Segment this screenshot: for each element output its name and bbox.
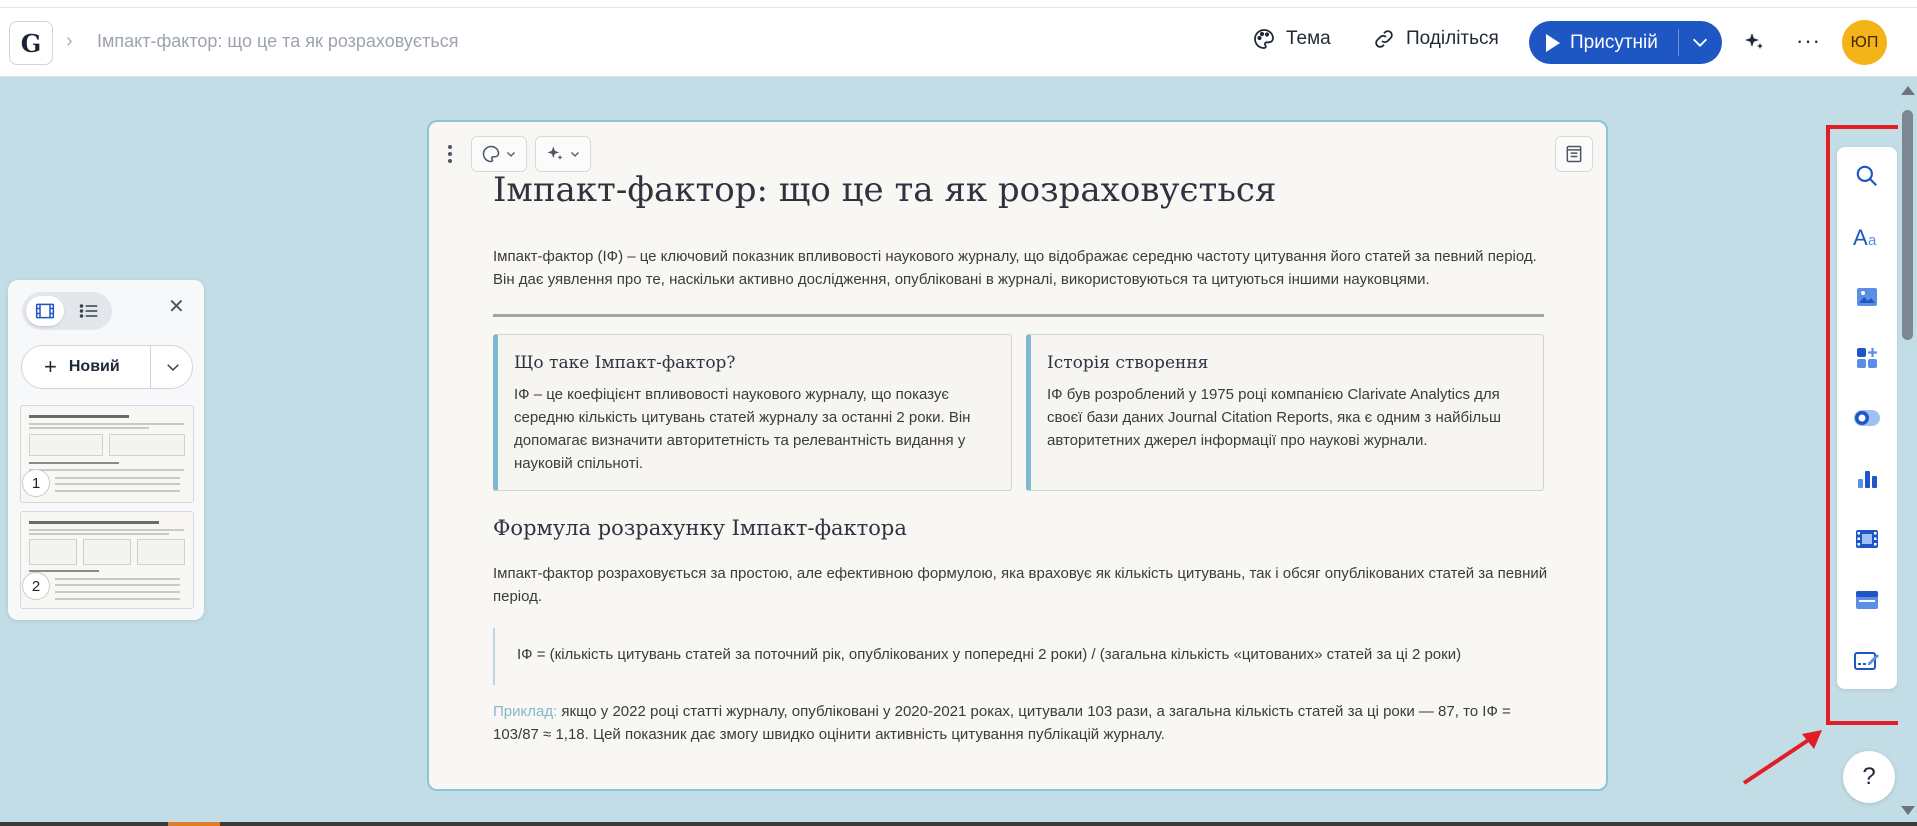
example-label: Приклад: (493, 703, 558, 720)
slide-card[interactable] (427, 120, 1608, 791)
list-view-button[interactable] (70, 296, 108, 326)
plus-icon: + (44, 354, 57, 379)
ai-sparkle-icon[interactable] (1742, 30, 1766, 54)
example-text: якщо у 2022 році статті журналу, опубліковані у 2020-2021 роках, цитували 103 рази, а загальна кількість статей за ці роки — 87, то ІФ = 103/87 ≈ 1,18. Цей показник дає змогу швидко оцінити активність цитування публікацій журналу. (493, 703, 1511, 743)
ai-sparkle-icon (545, 144, 565, 164)
scrollbar[interactable] (1898, 78, 1917, 826)
more-options-button[interactable]: ··· (1796, 28, 1821, 53)
formula-text: ІФ = (кількість цитувань статей за поточний рік, опублікованих у попередні 2 роки) / (загальна кількість «цитованих» статей за ці 2 роки) (517, 646, 1462, 663)
slide-number: 2 (22, 572, 50, 600)
info-box-title: Що таке Імпакт-фактор? (514, 353, 736, 373)
formula-block[interactable] (493, 628, 1544, 685)
info-box-title: Історія створення (1047, 353, 1209, 373)
info-box-text: ІФ був розроблений у 1975 році компанією Clarivate Analytics для своєї бази даних Journal Citation Reports, яка є одним з найбільш авторитетних джерел інформації про наукові журнали. (1047, 386, 1501, 449)
info-box-text: ІФ – це коефіцієнт впливовості наукового журналу, що показує середню кількість цитувань статей журналу за останні 2 роки. Він допомагає визначити авторитетність та релевантність видання у науковій спільноті. (514, 386, 971, 472)
highlight-annotation-box (1826, 125, 1906, 725)
ai-edit-button[interactable] (535, 136, 591, 172)
play-icon (1546, 34, 1560, 52)
section-title[interactable]: Формула розрахунку Імпакт-фактора (493, 516, 907, 540)
list-icon (79, 302, 99, 320)
document-title[interactable]: Імпакт-фактор: що це та як розраховується (97, 31, 459, 51)
vertical-dots-icon (447, 144, 453, 164)
theme-button[interactable] (1252, 27, 1331, 51)
chevron-down-icon (569, 148, 581, 160)
drag-handle-button[interactable] (437, 136, 463, 172)
breadcrumb-chevron-icon: › (66, 30, 73, 52)
palette-icon (1252, 27, 1276, 51)
card-style-button[interactable] (471, 136, 527, 172)
scroll-down-icon[interactable] (1901, 806, 1915, 815)
slides-panel (8, 280, 204, 620)
film-icon (35, 302, 55, 320)
slide-intro[interactable]: Імпакт-фактор (ІФ) – це ключовий показник впливовості наукового журналу, що відображає середню частоту цитування його статей за певний період. Він дає уявлення про те, наскільки активно дослідження, опубліковані в журналі, використовуються та цитуються іншими науковцями. (493, 248, 1537, 288)
card-toolbar (437, 136, 591, 172)
svg-text:a: a (1868, 232, 1877, 249)
chevron-down-icon[interactable] (1689, 31, 1711, 53)
close-icon[interactable]: ✕ (168, 296, 185, 318)
example-paragraph[interactable] (493, 700, 1553, 746)
present-divider (1678, 29, 1679, 56)
new-slide-label: Новий (68, 358, 120, 375)
theme-label: Тема (1286, 28, 1331, 49)
present-button[interactable] (1529, 21, 1722, 64)
chevron-down-icon (505, 148, 517, 160)
user-avatar[interactable]: ЮП (1842, 20, 1887, 65)
grid-view-button[interactable] (26, 296, 64, 326)
help-button[interactable]: ? (1843, 751, 1895, 803)
note-icon (1564, 144, 1584, 164)
annotation-arrow-icon (1740, 725, 1828, 787)
svg-text:A: A (1853, 225, 1868, 250)
slide-title[interactable]: Імпакт-фактор: що це та як розраховується (493, 170, 1277, 210)
new-slide-button[interactable] (21, 345, 193, 389)
section-text[interactable]: Імпакт-фактор розраховується за простою, але ефективною формулою, яка враховує як кількість цитувань, так і обсяг опублікованих статей за певний період. (493, 565, 1548, 605)
scrollbar-thumb[interactable] (1902, 110, 1913, 340)
card-notes-button[interactable] (1555, 136, 1593, 172)
new-button-divider (150, 346, 151, 388)
present-label: Присутній (1570, 31, 1658, 53)
view-toggle (22, 292, 112, 330)
info-box-history[interactable] (1026, 334, 1544, 491)
slide-divider (493, 314, 1544, 317)
share-button[interactable] (1372, 27, 1499, 51)
share-label: Поділіться (1406, 28, 1499, 49)
app-logo[interactable]: G (9, 21, 53, 65)
palette-icon (481, 144, 501, 164)
taskbar-edge (0, 822, 1917, 826)
slide-number: 1 (22, 469, 50, 497)
chevron-down-icon[interactable] (164, 358, 182, 376)
scroll-up-icon[interactable] (1901, 86, 1915, 95)
top-divider (0, 7, 1917, 8)
info-box-what[interactable] (493, 334, 1012, 491)
link-icon (1372, 27, 1396, 51)
